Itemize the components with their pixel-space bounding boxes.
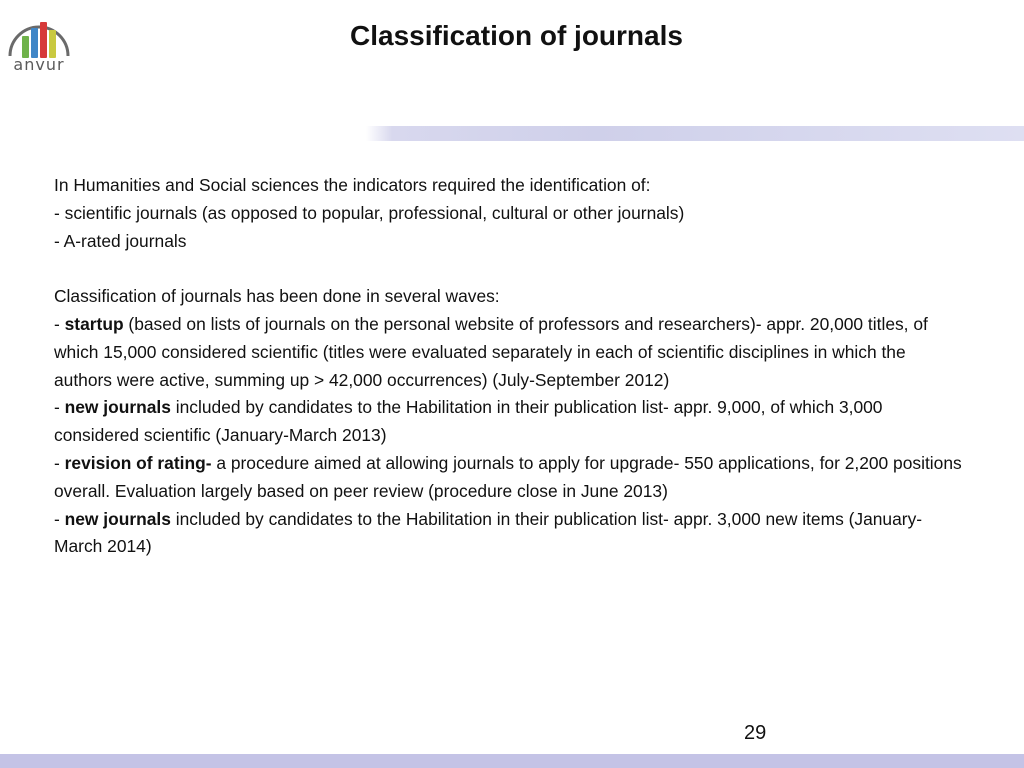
intro-line: In Humanities and Social sciences the indicators required the identification of: [54,175,651,195]
wave-text: included by candidates to the Habilitation in their publication list- appr. 3,000 new items (January-March 2014) [54,508,923,557]
slide-body [54,172,964,561]
wave-prefix: - [54,508,65,529]
wave-item [54,311,964,394]
wave-label: new journals [64,508,171,529]
anvur-logo [4,18,74,76]
logo-bar [31,28,38,58]
wave-item [54,506,964,562]
logo-bar [49,30,56,58]
wave-text: (based on lists of journals on the personal website of professors and researchers)- appr. 20,000 titles, of which 15,000 considered scientific (titles were evaluated separately in each of scientific disciplines in which the authors were active, summing up > 42,000 occurrences) (July-September 2012) [54,313,928,390]
logo-text: anvur [13,55,65,74]
waves-heading: Classification of journals has been done in several waves: [54,286,500,307]
slide-title: Classification of journals [350,20,683,51]
paragraph-gap [54,255,964,283]
intro-line: - scientific journals (as opposed to popular, professional, cultural or other journals) [54,202,685,223]
page-number: 29 [744,722,767,744]
wave-label: revision of rating- [64,452,212,473]
wave-prefix: - [54,313,65,334]
intro-line: - A-rated journals [54,230,187,251]
wave-label: new journals [64,397,171,418]
wave-label: startup [64,313,124,334]
books-arc-icon [4,18,74,58]
wave-text: included by candidates to the Habilitation in their publication list- appr. 9,000, of which 3,000 considered scientific (January-March 2013) [54,397,883,446]
wave-prefix: - [54,397,65,418]
footer-bar [0,754,1024,768]
wave-item [54,450,964,506]
title-underline-band [366,126,1024,141]
wave-text: a procedure aimed at allowing journals to apply for upgrade- 550 applications, for 2,200 positions overall. Evaluation largely based on peer review (procedure close in June 2013) [54,452,962,501]
wave-item [54,394,964,450]
logo-bar [40,22,47,58]
wave-prefix: - [54,452,65,473]
